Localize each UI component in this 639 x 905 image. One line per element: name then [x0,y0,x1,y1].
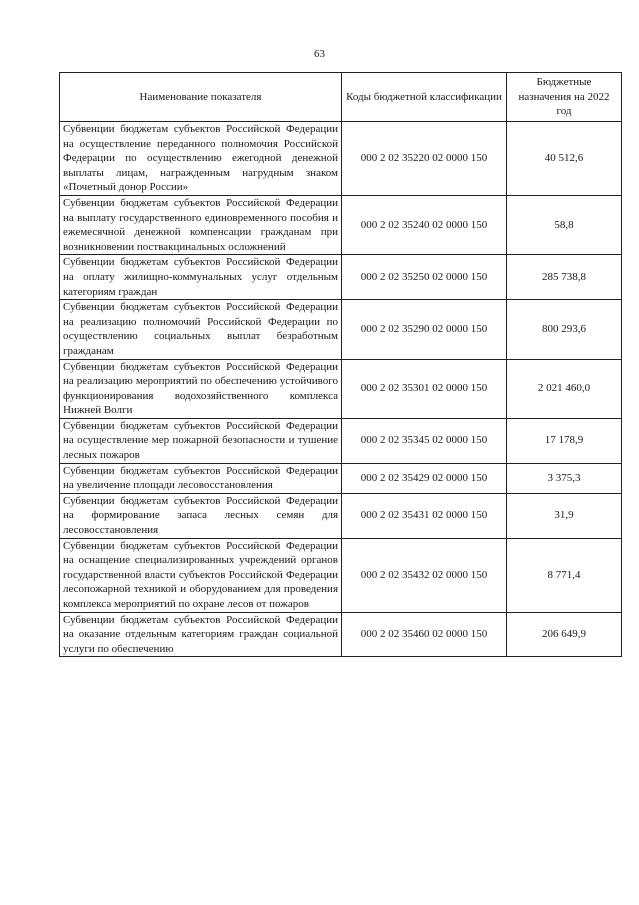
row-value: 2 021 460,0 [507,359,622,418]
row-value: 31,9 [507,493,622,538]
header-code: Коды бюджетной классификации [342,73,507,122]
table-row [60,300,622,359]
row-name: Субвенции бюджетам субъектов Российской Федерации на осуществление мер пожарной безопасности и тушение лесных пожаров [60,418,342,463]
table-body [60,122,622,657]
row-value: 3 375,3 [507,463,622,493]
row-value: 40 512,6 [507,122,622,196]
table-row [60,493,622,538]
row-name: Субвенции бюджетам субъектов Российской Федерации на реализацию мероприятий по обеспечению устойчивого функционирования водохозяйственного комплекса Нижней Волги [60,359,342,418]
row-code: 000 2 02 35240 02 0000 150 [342,195,507,254]
row-name: Субвенции бюджетам субъектов Российской Федерации на осуществление переданного полномочия Российской Федерации по осуществлению ежегодной денежной выплаты лицам, награжденным нагрудным знаком «Почетный донор России» [60,122,342,196]
row-code: 000 2 02 35301 02 0000 150 [342,359,507,418]
row-name: Субвенции бюджетам субъектов Российской Федерации на увеличение площади лесовосстановления [60,463,342,493]
row-name: Субвенции бюджетам субъектов Российской Федерации на оснащение специализированных учреждений органов государственной власти субъектов Российской Федерации лесопожарной техникой и оборудованием для проведения комплекса мероприятий по охране лесов от пожаров [60,538,342,612]
row-name: Субвенции бюджетам субъектов Российской Федерации на выплату государственного единовременного пособия и ежемесячной денежной компенсации гражданам при возникновении поствакцинальных осложнений [60,195,342,254]
row-name: Субвенции бюджетам субъектов Российской Федерации на реализацию полномочий Российской Федерации по осуществлению социальных выплат безработным гражданам [60,300,342,359]
row-value: 800 293,6 [507,300,622,359]
row-value: 8 771,4 [507,538,622,612]
header-row [60,73,622,122]
table-header [60,73,622,122]
table-row [60,122,622,196]
budget-table [59,72,622,657]
row-value: 206 649,9 [507,612,622,657]
table-row [60,612,622,657]
page-number: 63 [314,48,325,60]
header-value: Бюджетные назначения на 2022 год [507,73,622,122]
table-row [60,255,622,300]
table-row [60,195,622,254]
row-name: Субвенции бюджетам субъектов Российской Федерации на формирование запаса лесных семян для лесовосстановления [60,493,342,538]
table-row [60,418,622,463]
table-row [60,463,622,493]
table-row [60,538,622,612]
row-value: 58,8 [507,195,622,254]
row-code: 000 2 02 35250 02 0000 150 [342,255,507,300]
row-code: 000 2 02 35429 02 0000 150 [342,463,507,493]
row-value: 17 178,9 [507,418,622,463]
table-row [60,359,622,418]
row-code: 000 2 02 35290 02 0000 150 [342,300,507,359]
row-code: 000 2 02 35345 02 0000 150 [342,418,507,463]
row-code: 000 2 02 35431 02 0000 150 [342,493,507,538]
row-code: 000 2 02 35220 02 0000 150 [342,122,507,196]
row-name: Субвенции бюджетам субъектов Российской Федерации на оказание отдельным категориям граждан социальной услуги по обеспечению [60,612,342,657]
row-code: 000 2 02 35460 02 0000 150 [342,612,507,657]
header-name: Наименование показателя [60,73,342,122]
row-value: 285 738,8 [507,255,622,300]
row-name: Субвенции бюджетам субъектов Российской Федерации на оплату жилищно-коммунальных услуг отдельным категориям граждан [60,255,342,300]
row-code: 000 2 02 35432 02 0000 150 [342,538,507,612]
